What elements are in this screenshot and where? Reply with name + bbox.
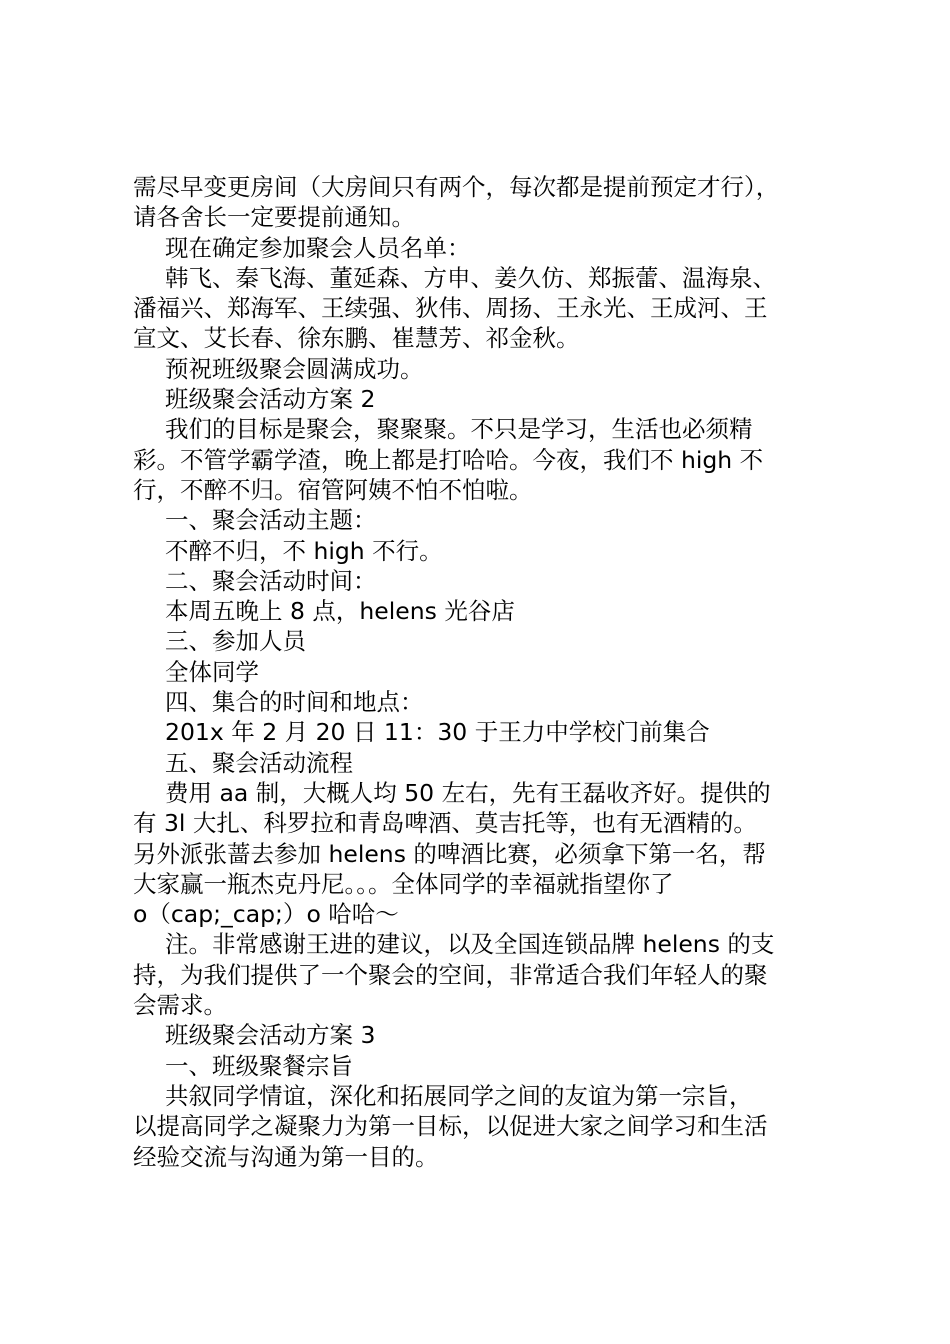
text-line: o（cap;_cap;）o 哈哈～: [133, 900, 399, 929]
text-line: 韩飞、秦飞海、董延森、方申、姜久仿、郑振蕾、温海泉、: [165, 263, 776, 292]
list-heading: 一、班级聚餐宗旨: [165, 1051, 353, 1080]
text-line: 费用 aa 制，大概人均 50 左右，先有王磊收齐好。提供的: [165, 778, 771, 807]
text-line: 预祝班级聚会圆满成功。: [165, 354, 424, 383]
section-heading: 班级聚会活动方案 2: [165, 385, 376, 414]
text-line: 共叙同学情谊，深化和拓展同学之间的友谊为第一宗旨，: [165, 1081, 753, 1110]
text-line: 持，为我们提供了一个聚会的空间，非常适合我们年轻人的聚: [133, 960, 768, 989]
text-line: 注。非常感谢王进的建议，以及全国连锁品牌 helens 的支: [165, 930, 775, 959]
text-line: 现在确定参加聚会人员名单：: [165, 233, 471, 262]
text-line: 本周五晚上 8 点，helens 光谷店: [165, 597, 515, 626]
text-line: 会需求。: [133, 991, 227, 1020]
text-line: 大家赢一瓶杰克丹尼。。。全体同学的幸福就指望你了: [133, 869, 674, 898]
list-heading: 四、集合的时间和地点：: [165, 688, 424, 717]
list-heading: 一、聚会活动主题：: [165, 506, 377, 535]
text-line: 以提高同学之凝聚力为第一目标，以促进大家之间学习和生活: [133, 1112, 768, 1141]
list-heading: 二、聚会活动时间：: [165, 566, 377, 595]
text-line: 201x 年 2 月 20 日 11：30 于王力中学校门前集合: [165, 718, 710, 747]
text-line: 请各舍长一定要提前通知。: [133, 203, 415, 232]
text-line: 彩。不管学霸学渣，晚上都是打哈哈。今夜，我们不 high 不: [133, 445, 764, 474]
text-line: 我们的目标是聚会，聚聚聚。不只是学习，生活也必须精: [165, 415, 753, 444]
text-line: 潘福兴、郑海军、王续强、狄伟、周扬、王永光、王成河、王: [133, 294, 768, 323]
text-line: 需尽早变更房间（大房间只有两个，每次都是提前预定才行），: [133, 173, 780, 201]
text-line: 另外派张蔷去参加 helens 的啤酒比赛，必须拿下第一名，帮: [133, 839, 766, 868]
text-line: 不醉不归，不 high 不行。: [165, 536, 443, 565]
text-line: 宣文、艾长春、徐东鹏、崔慧芳、祁金秋。: [133, 324, 580, 353]
list-heading: 三、参加人员: [165, 627, 306, 656]
text-line: 全体同学: [165, 657, 259, 686]
text-line: 经验交流与沟通为第一目的。: [133, 1142, 439, 1171]
list-heading: 五、聚会活动流程: [165, 748, 353, 777]
text-line: 有 3l 大扎、科罗拉和青岛啤酒、莫吉托等，也有无酒精的。: [133, 809, 757, 838]
document-body: [133, 172, 853, 1172]
text-line: 行，不醉不归。宿管阿姨不怕不怕啦。: [133, 475, 533, 504]
section-heading: 班级聚会活动方案 3: [165, 1021, 376, 1050]
